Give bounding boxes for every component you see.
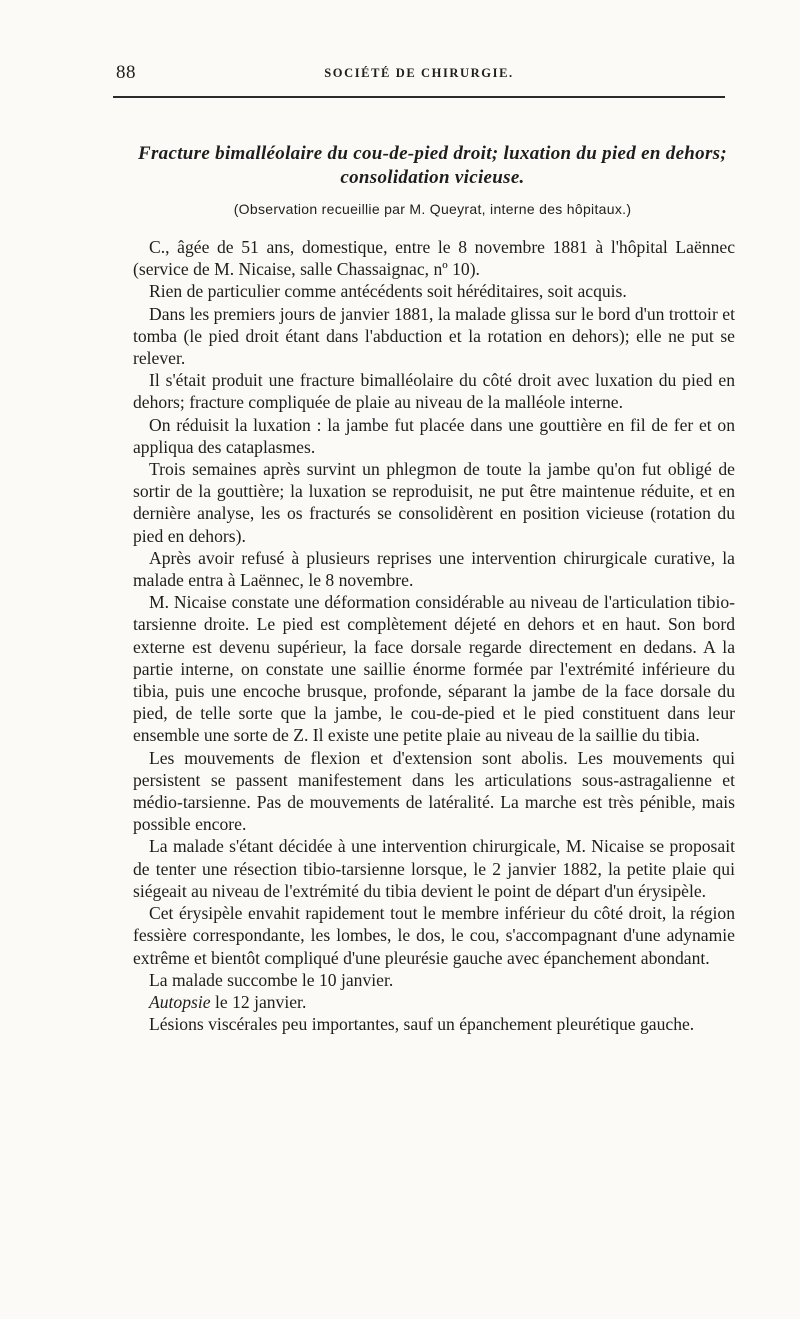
- paragraph: Il s'était produit une fracture bimalléolaire du côté droit avec luxation du pied en dehors; fracture compliquée de plaie au niveau de la malléole interne.: [133, 370, 735, 413]
- paragraph: La malade s'étant décidée à une intervention chirurgicale, M. Nicaise se proposait de tenter une résection tibio-tarsienne lorsque, le 2 janvier 1882, la petite plaie qui siégeait au niveau de l'extrémité du tibia devient le point de départ d'un érysipèle.: [133, 836, 735, 901]
- autopsy-paragraph: [133, 991, 735, 1013]
- paragraph: C., âgée de 51 ans, domestique, entre le 8 novembre 1881 à l'hôpital Laënnec (service de M. Nicaise, salle Chassaignac, nº 10).: [133, 237, 735, 280]
- paragraph: M. Nicaise constate une déformation considérable au niveau de l'articulation tibio-tarsienne droite. Le pied est complètement déjeté en dehors et en haut. Son bord externe est devenu supérieur, la face dorsale regarde directement en dedans. A la partie interne, on constate une saillie énorme formée par l'extrémité inférieure du tibia, puis une encoche brusque, profonde, séparant la jambe de la face dorsale du pied, de telle sorte que la jambe, le cou-de-pied et le pied constituent dans leur ensemble une sorte de Z. Il existe une petite plaie au niveau de la saillie du tibia.: [133, 592, 735, 746]
- autopsy-date: le 12 janvier.: [210, 991, 307, 1012]
- running-head: [113, 62, 725, 86]
- paragraph: Cet érysipèle envahit rapidement tout le membre inférieur du côté droit, la région fessière correspondante, les lombes, le dos, le cou, s'accompagnant d'une adynamie extrême et bientôt compliqué d'une pleurésie gauche avec épanchement abondant.: [133, 903, 735, 968]
- article-body: [133, 236, 735, 1035]
- autopsy-label: Autopsie: [149, 991, 211, 1012]
- paragraph: Rien de particulier comme antécédents soit héréditaires, soit acquis.: [149, 281, 627, 302]
- paragraph: On réduisit la luxation : la jambe fut placée dans une gouttière en fil de fer et on appliqua des cataplasmes.: [133, 414, 735, 457]
- paragraph: Trois semaines après survint un phlegmon de toute la jambe qu'on fut obligé de sortir de la gouttière; la luxation se reproduisit, ne put être maintenue réduite, et en dernière analyse, les os fracturés se consolidèrent en position vicieuse (rotation du pied en dehors).: [133, 459, 735, 546]
- page-number: 88: [116, 62, 136, 83]
- final-paragraph: Lésions viscérales peu importantes, sauf un épanchement pleurétique gauche.: [149, 1014, 695, 1035]
- paragraph: La malade succombe le 10 janvier.: [149, 969, 394, 990]
- observation-note: (Observation recueillie par M. Queyrat, interne des hôpitaux.): [233, 201, 632, 217]
- paragraph: Après avoir refusé à plusieurs reprises une intervention chirurgicale curative, la malade entra à Laënnec, le 8 novembre.: [133, 547, 735, 591]
- article-title: Fracture bimalléolaire du cou-de-pied droit; luxation du pied en dehors; consolidation vicieuse.: [138, 143, 727, 188]
- paragraph: Les mouvements de flexion et d'extension sont abolis. Les mouvements qui persistent se passent manifestement dans les articulations sous-astragalienne et médio-tarsienne. Pas de mouvements de latéralité. La marche est très pénible, mais possible encore.: [133, 747, 735, 835]
- journal-title: SOCIÉTÉ DE CHIRURGIE.: [324, 66, 514, 80]
- paragraph: Dans les premiers jours de janvier 1881, la malade glissa sur le bord d'un trottoir et tomba (le pied droit étant dans l'abduction et la rotation en dehors); elle ne put se relever.: [133, 303, 735, 369]
- header-rule: [113, 96, 725, 98]
